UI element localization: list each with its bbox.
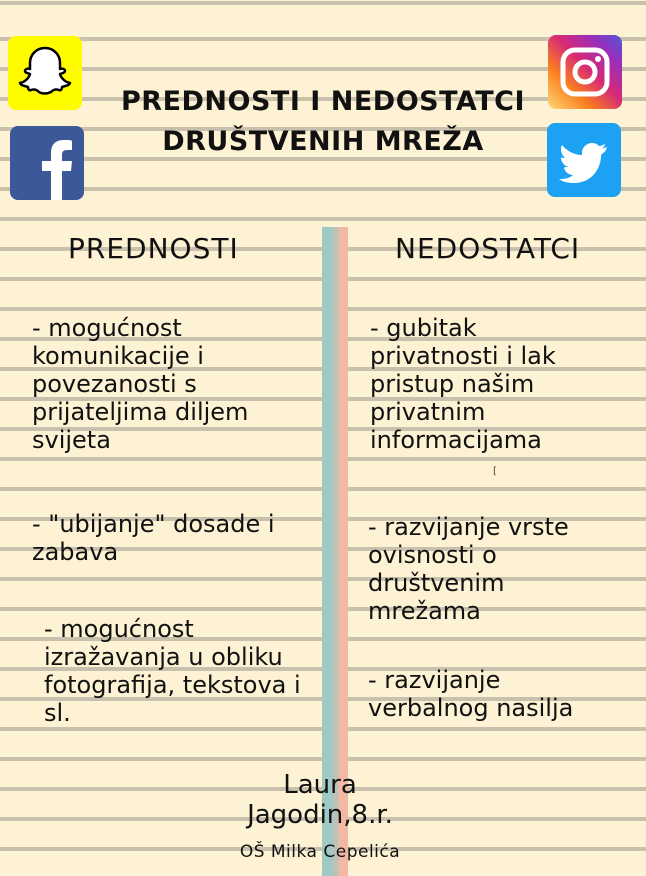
instagram-icon — [548, 35, 622, 109]
disadvantage-item-2: - razvijanje vrste ovisnosti o društvenim mrežama — [368, 513, 569, 625]
author-signature — [210, 770, 430, 830]
advantages-heading: PREDNOSTI — [68, 232, 239, 265]
page-title — [90, 82, 556, 162]
facebook-icon — [10, 126, 84, 200]
school-name: OŠ Milka Cepelića — [239, 842, 401, 862]
snapchat-icon — [8, 36, 82, 110]
advantage-item-2: - "ubijanje" dosade i zabava — [32, 510, 275, 566]
disadvantage-item-3: - razvijanje verbalnog nasilja — [368, 666, 574, 722]
title-line-2: DRUŠTVENIH MREŽA — [162, 126, 484, 157]
advantage-item-3: - mogućnost izražavanja u obliku fotografija, tekstova i sl. — [44, 615, 301, 727]
disadvantage-item-1: - gubitak privatnosti i lak pristup našim privatnim informacijama — [370, 314, 556, 454]
disadvantages-heading: NEDOSTATCI — [395, 232, 581, 265]
stray-mark: [ — [493, 466, 497, 477]
advantage-item-1: - mogućnost komunikacije i povezanosti s prijateljima diljem svijeta — [32, 314, 249, 454]
author-name: Laura — [283, 770, 357, 800]
twitter-icon — [547, 123, 621, 197]
title-line-1: PREDNOSTI I NEDOSTATCI — [121, 86, 525, 117]
author-class: Jagodin,8.r. — [247, 800, 393, 830]
